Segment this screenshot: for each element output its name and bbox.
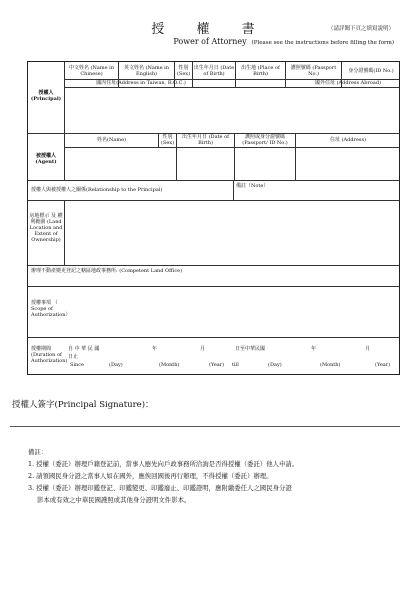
duration-till-year: 年 bbox=[311, 346, 317, 352]
agent-col-sex: 性別 (Sex) bbox=[160, 134, 175, 146]
agent-col-address: 住址 (Address) bbox=[330, 137, 366, 143]
principal-addr-abroad: 國外住址 (Address Abroad) bbox=[315, 80, 381, 86]
duration-till-year-en: (Year) bbox=[375, 362, 391, 368]
duration-since: Since bbox=[70, 362, 85, 368]
remarks-item: 影本或有效之中華民國護照或其他身分證明文件影本。 bbox=[37, 496, 191, 504]
principal-col-sex: 性別 (Sex) bbox=[176, 65, 191, 77]
principal-col-dob: 出生年月日 (Date of Birth) bbox=[193, 65, 235, 77]
relationship-field: 授權人與被授權人之關係(Relationship to the Principal) bbox=[31, 187, 163, 193]
remarks-title: 備註： bbox=[28, 448, 48, 456]
duration-month-en: (Month) bbox=[159, 362, 180, 368]
duration-from-prefix: 自 中 華 民 國 bbox=[68, 346, 100, 352]
duration-till-prefix: 日至中華民國 bbox=[235, 346, 266, 352]
attorney-form bbox=[27, 61, 400, 375]
duration-year-en: (Year) bbox=[209, 362, 225, 368]
duration-label: 授權期間 (Duration of Authorization) bbox=[31, 346, 68, 364]
principal-col-passport: 護照號碼 (Passport No.) bbox=[290, 65, 337, 77]
principal-col-birthplace: 出生地 (Place of Birth) bbox=[241, 65, 280, 77]
page-title: 授 權 書 bbox=[151, 22, 269, 37]
page-subtitle: Power of Attorney bbox=[173, 37, 247, 46]
duration-from-year: 年 bbox=[152, 346, 158, 352]
duration-day-en: (Day) bbox=[109, 362, 123, 368]
agent-col-dob: 出生年月日 (Date of Birth) bbox=[182, 134, 229, 146]
principal-col-name-en: 英文姓名 (Name in English) bbox=[123, 65, 169, 77]
land-office-label: 辦理不動產變更登記之轄區地政事務所: (Competent Land Office) bbox=[31, 268, 183, 274]
agent-col-passport-id: 護照或身分證號碼 (Passport/ ID No.) bbox=[242, 134, 288, 146]
duration-from-month: 月 bbox=[200, 346, 206, 352]
instruction-note-en: (Please see the instructions before filling the form) bbox=[251, 40, 394, 46]
duration-from-day-cn: 日止 bbox=[68, 354, 79, 360]
principal-col-name-cn: 中文姓名 (Name in Chinese) bbox=[68, 65, 114, 77]
signature-divider bbox=[10, 426, 400, 427]
principal-signature-label: 授權人簽字(Principal Signature)： bbox=[12, 400, 154, 410]
duration-till-day-en: (Day) bbox=[268, 362, 282, 368]
remarks-item: 1. 授權（委託）辦理戶籍登記前，當事人應先向戶政事務所洽詢是否得授權（委託）他人申請。 bbox=[28, 460, 299, 468]
note-field: 備註（Note） bbox=[236, 183, 269, 189]
duration-till-month: 月 bbox=[365, 346, 371, 352]
principal-col-id: 身分證號碼(ID No.) bbox=[348, 68, 394, 74]
remarks-section bbox=[28, 446, 400, 506]
remarks-item: 2. 請領國民身分證之當事人如在國外，應俟回國後再行辦理，不得授權（委託）辦理。 bbox=[28, 472, 273, 480]
remarks-item: 3. 授權（委託）辦理印鑑登記、印鑑變更、印鑑廢止、印鑑證明，應附繳委任人之國民身分證 bbox=[28, 484, 292, 492]
land-location-label: 房地標示 及 權利範圍 (Land Location and Extent of Ownership) bbox=[29, 213, 63, 243]
principal-label: 授權人 (Principal) bbox=[30, 90, 62, 102]
duration-till: till bbox=[232, 362, 239, 368]
duration-till-month-en: (Month) bbox=[320, 362, 341, 368]
agent-label: 被授權人 (Agent) bbox=[35, 153, 57, 165]
principal-addr-taiwan: 國內住址(Address in Taiwan, R.O.C.) bbox=[96, 80, 186, 86]
agent-col-name: 姓名(Name) bbox=[97, 137, 126, 143]
authorization-scope-label: 授權事項 （ Scope of Authorization） bbox=[31, 300, 71, 318]
instruction-note-cn: （請詳閱下頁之填寫說明） bbox=[327, 26, 394, 32]
